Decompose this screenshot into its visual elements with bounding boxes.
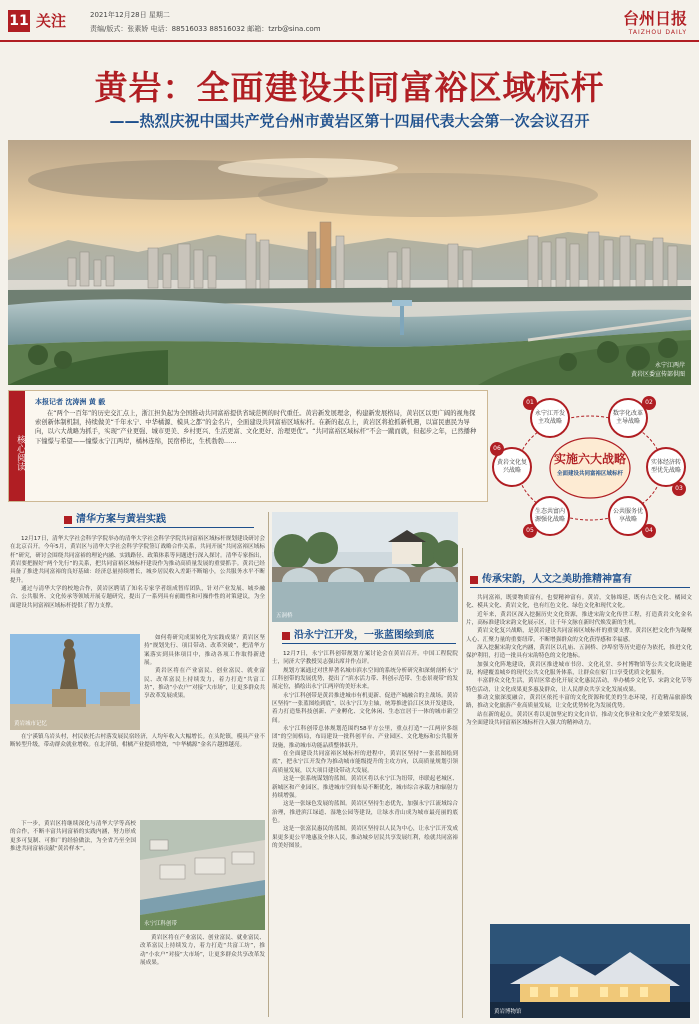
strategy-num-04: 04 — [642, 524, 656, 538]
column-rule-1 — [268, 512, 269, 1017]
strategy-num-02: 02 — [642, 396, 656, 410]
strategy-node-02: 数字化改革主导战略 — [608, 398, 648, 438]
museum-night-photo — [490, 924, 690, 1018]
diagram-center — [552, 438, 628, 494]
section-heading-tsinghua: 清华方案与黄岩实践 — [64, 512, 254, 528]
issue-date: 2021年12月28日 星期二 — [90, 11, 170, 19]
statue-caption: 黄岩城市记忆 — [14, 721, 48, 727]
section-body-tsinghua-mid: 在宁溪镇乌岩头村，村民依托古村落发展民宿经济，人均年收入大幅增长。在头陀镇，模具产业不断转型升级，带动群众就业增收。在北洋镇，柑橘产业提质增效，“中华橘源”金名片越擦越亮。 — [10, 734, 265, 749]
strategy-node-05: 生态共富内源强化战略 — [530, 496, 570, 536]
bridge-illustration — [272, 512, 458, 622]
section-body-tsinghua-end: 黄岩区将在产业富民、创业富民、就业富民、改革富民上持续发力，着力打造“共富工坊”，推动“小农户”对接“大市场”，让更多群众共享改革发展成果。 — [140, 935, 265, 967]
strategy-num-01: 01 — [523, 396, 537, 410]
diagram-title: 实施六大战略 — [553, 452, 626, 466]
strategy-num-03: 03 — [672, 482, 686, 496]
sub-headline: ——热烈庆祝中国共产党台州市黄岩区第十四届代表大会第一次会议召开 — [109, 112, 590, 130]
core-reading-tag: 核心阅读 — [9, 391, 25, 501]
photo-credit: 永宁江两岸 黄岩区委宣传部供图 — [630, 362, 685, 378]
museum-caption: 黄岩博物馆 — [494, 1009, 522, 1015]
section-heading-songyun: 传承宋韵，人文之美助推精神富有 — [470, 572, 690, 588]
city-skyline-illustration — [8, 140, 691, 385]
strategy-node-06: 黄岩文化复兴战略 — [492, 447, 532, 487]
staff-line: 责编/版式：张素娇 电话：88516033 88516032 邮箱：tzrb@sina.com — [90, 25, 321, 33]
museum-illustration — [490, 924, 690, 1018]
masthead — [0, 0, 699, 42]
section-body-tsinghua-side: 如何将研究成果转化为实践成果？黄岩区坚持“规划先行、项目带动、改革突破”，把清华方案落实到具体项目中，推动各项工作取得新进展。 黄岩区将在产业富民、创业富民、就业富民、改革富民上持续发力，着力打造“共富工坊”，推动“小农户”对接“大市场”，让更多群众共享改革发展成果。 — [144, 635, 265, 700]
bridge-caption: 五洞桥 — [276, 613, 293, 619]
logo-chinese: 台州日报 — [622, 9, 687, 28]
aerial-illustration — [140, 820, 265, 930]
page-number: 11 — [8, 10, 30, 32]
statue-photo — [10, 634, 140, 730]
column-rule-2 — [462, 548, 463, 1018]
six-strategies-diagram — [490, 392, 690, 542]
core-reading-box — [8, 390, 488, 502]
hero-photo — [8, 140, 691, 385]
strategy-node-01: 永宁江开发主攻战略 — [530, 398, 570, 438]
strategy-num-06: 06 — [490, 442, 504, 456]
statue-illustration — [10, 634, 140, 730]
bridge-photo — [272, 512, 458, 622]
section-body-tsinghua-top: 12月17日，清华大学社会科学学院举办的清华大学社会科学学院共同富裕区域标杆规划建设研讨会在北京召开。今年5月，黄岩区与清华大学社会科学学院签订战略合作关系，共同开展“共同富裕区域标杆”研究，研讨会围绕共同富裕的理论内涵、实践路径、政策体系等问题进行深入探讨。清华专家指出，黄岩要把握好“两个先行”的关系，把共同富裕区域标杆建设作为推动高质量发展的重要抓手。黄岩已经具备了推进共同富裕的良好基础：经济总量持续增长，城乡居民收入差距不断缩小，公共服务水平不断提升。 通过与清华大学的校地合作，黄岩区聘请了知名专家学者组成智库团队，针对产业发展、城乡融合、公共服务、文化传承等领域开展专题研究，提出了一系列具有前瞻性和可操作性的对策建议，为全面建设共同富裕区域标杆提供了智力支撑。 — [10, 536, 265, 609]
core-text: 在“两个一百年”的历史交汇点上，浙江担负起为全国推动共同富裕提供省域范例的时代重任。黄岩新发展理念，构建新发展格局，黄岩区以更广阔的视角探索创新体制机制，持续做美“千年永宁、中华橘源、模具之都”的金名片，全面建设共同富裕区域标杆。在新的起点上，黄岩区将抢抓新机遇，以富民惠民为导向，以六大战略为抓手，实现“产业更强、城市更美、乡村更兴、生活更富、文化更好、治理更优”。“共同富裕区域标杆”不会一蹴而就，但起步之年，已然播种下憧憬与希望——憧憬永宁江两岸，橘林连绵，民宿栉比，生机勃勃…… — [35, 410, 477, 445]
section-heading-yongning: 沿永宁江开发，一张蓝图绘到底 — [282, 628, 456, 644]
newspaper-logo — [623, 6, 687, 36]
aerial-photo — [140, 820, 265, 930]
section-body-yongning: 12月7日，永宁江科创带规划方案讨论会在黄岩召开。中国工程院院士，同济大学教授吴志强出席并作点评。 规划方案通过对世界著名城市滨水空间的系统分析研究和深刻剖析永宁江科创带的发展优势，提出了“滨水活力带、科创示范带、生态景观带”的发展定位，描绘出永宁江两岸的美好未来。 永宁江科创带是黄岩推进城市有机更新、促进产城融合的主战场。黄岩区坚持“一张蓝图绘到底”，以永宁江为主轴，统筹推进沿江区块开发建设，着力打造集科技创新、产业孵化、文化休闲、生态宜居于一体的城市新空间。 永宁江科创带总体规划范围约58平方公里，重点打造“一江两岸多组团”的空间格局，布局建设一批科创平台、产业园区、文化地标和公共服务设施，推动城市功能品质整体跃升。 在全面建设共同富裕区域标杆的进程中，黄岩区坚持“一张蓝图绘到底”，把永宁江开发作为推动城市能级提升的主攻方向，以高质量规划引领高质量发展，以大项目建设带动大发展。 这是一张系统谋划的蓝图。黄岩区将以永宁江为纽带，串联起老城区、新城区和产业园区，推进城市空间布局不断优化，城市综合承载力和辐射力持续增强。 这是一张绿色发展的蓝图。黄岩区坚持生态优先，加强永宁江流域综合治理，推进滨江绿道、湿地公园等建设，让绿水青山成为城市最亮丽的底色。 这是一张富民惠民的蓝图。黄岩区坚持以人民为中心，让永宁江开发成果更多更公平地惠及全体人民，推动城乡居民共享发展红利，绘就共同富裕的美好图景。 — [272, 651, 458, 849]
main-headline: 黄岩：全面建设共同富裕区域标杆 — [94, 68, 605, 107]
logo-english: TAIZHOU DAILY — [628, 29, 687, 36]
strategy-node-04: 公共服务优享战略 — [608, 496, 648, 536]
core-byline: 本报记者 沈涛洲 黄 毅 — [35, 398, 106, 406]
section-name: 关注 — [36, 12, 67, 30]
section-body-songyun: 共同富裕，既要物质富有，也要精神富有。黄岩，文脉绵延，既有古色文化、橘园文化、模具文化、黄岩文化，也有红色文化、绿色文化和现代文化。 近年来，黄岩区深入挖掘历史文化资源，推进宋韵文化传世工程，打造黄岩文化金名片，高标准建设宋韵文化展示区，让千年文脉在新时代焕发新的生机。 黄岩文化复兴战略，是黄岩建设共同富裕区域标杆的重要支撑。黄岩区把文化作为凝聚人心、汇聚力量的重要纽带，不断增强群众的文化获得感和幸福感。 深入挖掘宋韵文化内涵，黄岩区以孔庙、五洞桥、沙埠窑等历史遗存为依托，推进文化保护利用，打造一批具有宋韵特色的文化地标。 加强文化阵地建设，黄岩区推进城市书房、文化礼堂、乡村博物馆等公共文化设施建设，构建覆盖城乡的现代公共文化服务体系，让群众在家门口享受优质文化服务。 丰富群众文化生活，黄岩区常态化开展文化惠民活动，举办橘乡文化节、宋韵文化节等特色活动，让文化成果更多惠及群众，让人民群众共享文化发展成果。 推动文旅深度融合，黄岩区依托丰富的文化资源和优美的生态环境，打造精品旅游线路，推动文化旅游产业高质量发展，让文化优势转化为发展优势。 站在新的起点，黄岩区将以更加坚定的文化自信，推动文化事业和文化产业繁荣发展，为全面建设共同富裕区域标杆注入强大的精神动力。 — [466, 595, 692, 727]
strategy-num-05: 05 — [523, 524, 537, 538]
section-body-tsinghua-bottom: 下一步，黄岩区将继续深化与清华大学等高校的合作，不断丰富共同富裕的实践内涵，努力形成更多可复制、可推广的经验做法，为全省乃至全国推进共同富裕贡献“黄岩样本”。 — [10, 821, 136, 853]
strategy-node-03: 实体经济转型优先战略 — [646, 447, 686, 487]
aerial-caption: 永宁江科创带 — [144, 921, 178, 927]
diagram-subtitle: 全面建设共同富裕区域标杆 — [556, 471, 623, 477]
